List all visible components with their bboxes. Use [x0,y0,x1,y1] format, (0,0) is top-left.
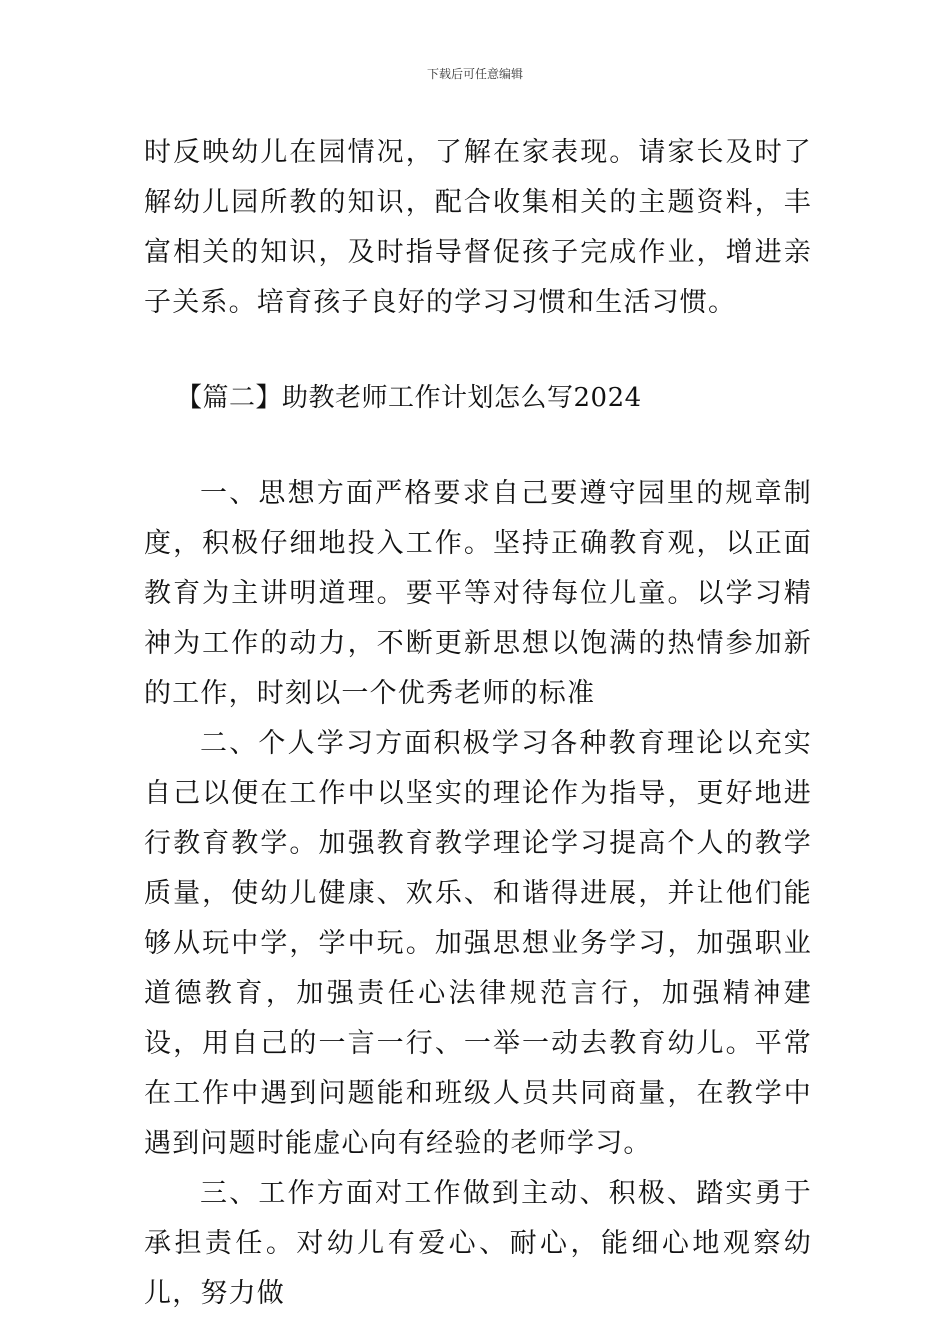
paragraph-work: 三、工作方面对工作做到主动、积极、踏实勇于承担责任。对幼儿有爱心、耐心，能细心地观察幼儿，努力做 [144,1178,812,1309]
paragraph-study: 二、个人学习方面积极学习各种教育理论以充实自己以便在工作中以坚实的理论作为指导，更好地进行教育教学。加强教育教学理论学习提高个人的教学质量，使幼儿健康、欢乐、和谐得进展，并让他们能够从玩中学，学中玩。加强思想业务学习，加强职业道德教育，加强责任心法律规范言行，加强精神建设，用自己的一言一行、一举一动去教育幼儿。平常在工作中遇到问题能和班级人员共同商量，在教学中遇到问题时能虚心向有经验的老师学习。 [144,728,812,1159]
spacer [144,423,812,469]
section-title: 【篇二】助教老师工作计划怎么写2024 [176,383,642,413]
document-body [144,128,812,1319]
page-header: 下载后可任意编辑 [426,67,523,81]
paragraph-continued: 时反映幼儿在园情况，了解在家表现。请家长及时了解幼儿园所教的知识，配合收集相关的主题资料，丰富相关的知识，及时指导督促孩子完成作业，增进亲子关系。培育孩子良好的学习习惯和生活习惯。 [144,137,812,318]
paragraph-thought: 一、思想方面严格要求自己要遵守园里的规章制度，积极仔细地投入工作。坚持正确教育观，以正面教育为主讲明道理。要平等对待每位儿童。以学习精神为工作的动力，不断更新思想以饱满的热情参加新的工作，时刻以一个优秀老师的标准 [144,478,812,709]
spacer [144,328,812,373]
